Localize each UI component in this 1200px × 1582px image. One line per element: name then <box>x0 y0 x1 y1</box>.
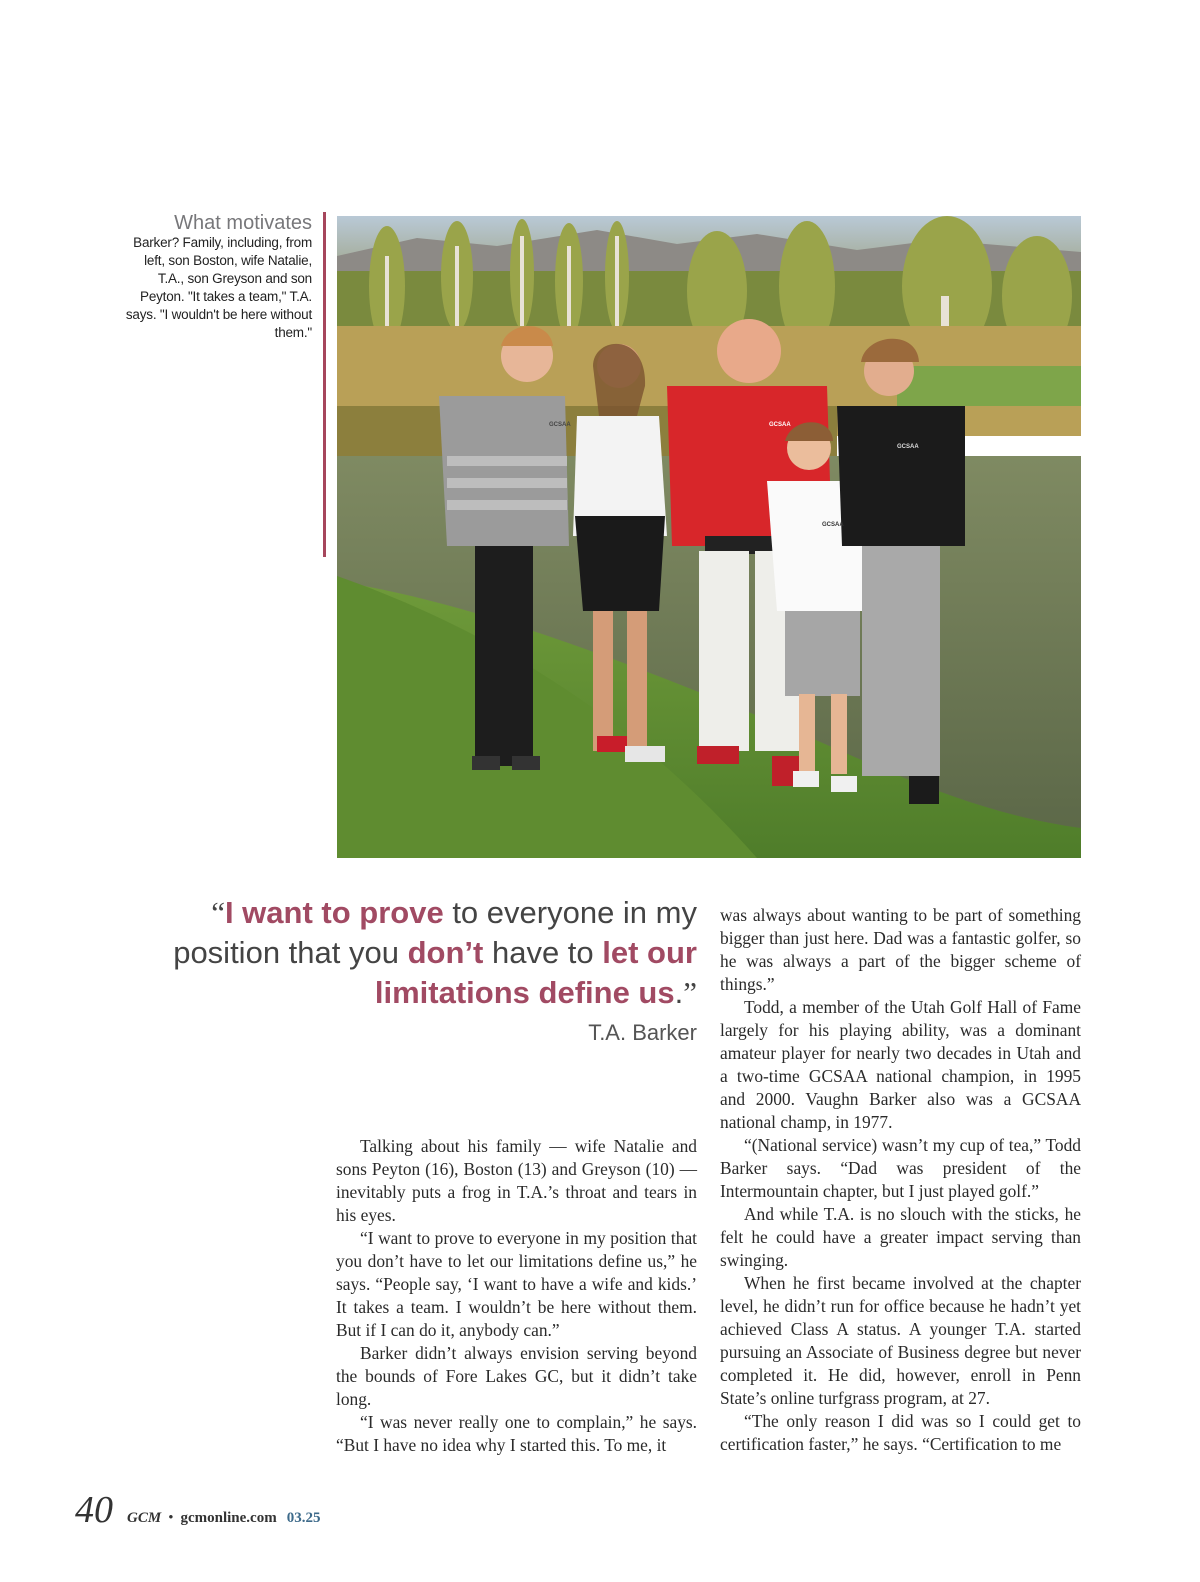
page-footer <box>75 1488 321 1531</box>
magazine-name: GCM <box>127 1510 162 1526</box>
paragraph: “(National service) wasn’t my cup of tea,” Todd Barker says. “Dad was president of the Intermountain chapter, but I just played golf.” <box>720 1135 1081 1201</box>
article-column-right <box>720 904 1081 1456</box>
paragraph: Todd, a member of the Utah Golf Hall of Fame largely for his playing ability, was a dominant amateur player for nearly two decades in Utah and a two-time GCSAA national champion, in 1995 and 2000. Vaughn Barker also was a GCSAA national champ, in 1977. <box>720 997 1081 1132</box>
caption-lead: What motivates <box>174 212 312 234</box>
quote-text-2: have to <box>483 935 603 970</box>
caption-divider <box>323 212 326 557</box>
quote-text-3: . <box>674 975 684 1010</box>
quote-text-1: to everyone in my position that you <box>173 895 697 970</box>
logo-peyton-shirt: GCSAA <box>897 444 919 450</box>
footer-separator: • <box>168 1510 174 1526</box>
quote-attribution: T.A. Barker <box>588 1020 697 1045</box>
logo-ta-shirt: GCSAA <box>769 422 791 428</box>
paragraph: “I was never really one to complain,” he says. “But I have no idea why I started this. To me, it <box>336 1412 697 1455</box>
photo-caption <box>120 212 312 342</box>
logo-greyson-shirt: GCSAA <box>822 522 844 528</box>
caption-body: Barker? Family, including, from left, son Boston, wife Natalie, T.A., son Greyson and son Peyton. "It takes a team," T.A. says. "I wouldn't be here without them." <box>125 235 312 340</box>
quote-highlight-3: let our limitations define us <box>374 935 697 1010</box>
pull-quote <box>130 893 697 1013</box>
family-photo <box>337 216 1081 858</box>
quote-open-mark: “ <box>211 895 225 930</box>
website-link[interactable]: gcmonline.com <box>180 1510 277 1526</box>
paragraph: Talking about his family — wife Natalie and sons Peyton (16), Boston (13) and Greyson (10) — inevitably puts a frog in T.A.’s throat and tears in his eyes. <box>336 1136 697 1225</box>
paragraph: Barker didn’t always envision serving beyond the bounds of Fore Lakes GC, but it didn’t take long. <box>336 1343 697 1409</box>
quote-highlight-1: I want to prove <box>224 895 444 930</box>
paragraph: And while T.A. is no slouch with the sticks, he felt he could have a greater impact serving than swinging. <box>720 1204 1081 1270</box>
paragraph: “I want to prove to everyone in my position that you don’t have to let our limitations define us,” he says. “People say, ‘I want to have a wife and kids.’ It takes a team. I wouldn’t be here without them. But if I can do it, anybody can.” <box>336 1228 697 1340</box>
issue-date: 03.25 <box>286 1510 321 1526</box>
quote-close-mark: ” <box>683 975 697 1010</box>
paragraph: was always about wanting to be part of something bigger than just here. Dad was a fantastic golfer, so he was always a part of the bigger scheme of things.” <box>720 905 1081 994</box>
quote-highlight-2: don’t <box>407 935 484 970</box>
distant-lawn <box>897 366 1081 406</box>
paragraph: When he first became involved at the chapter level, he didn’t run for office because he hadn’t yet achieved Class A status. A younger T.A. started pursuing an Associate of Business degree but never completed it. He did, however, enroll in Penn State’s online turfgrass program, at 27. <box>720 1273 1081 1408</box>
paragraph: “The only reason I did was so I could get to certification faster,” he says. “Certification to me <box>720 1411 1081 1454</box>
logo-boston-shirt: GCSAA <box>549 422 571 428</box>
page-number: 40 <box>75 1489 113 1531</box>
article-column-left <box>336 1135 697 1457</box>
